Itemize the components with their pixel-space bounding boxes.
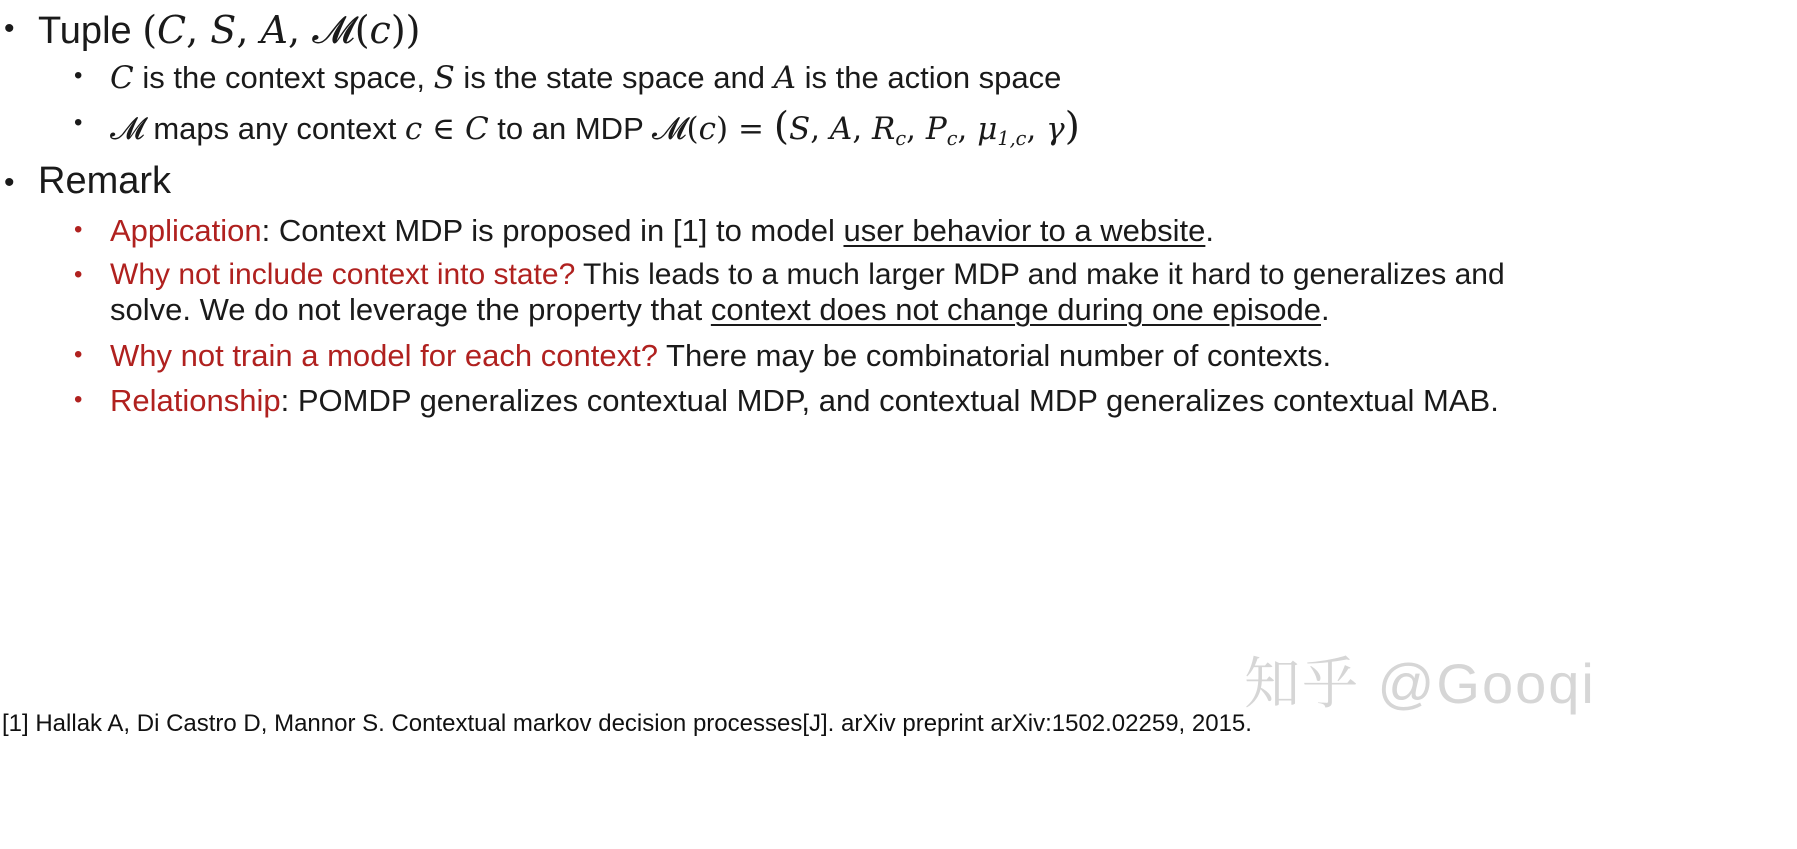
underlined-phrase: context does not change during one episode [710, 292, 1321, 327]
remark-label: Remark [38, 160, 172, 202]
mapping-line: 𝓜 maps any context c ∈ C to an MDP 𝓜(c) = (S, A, $R_c$, $P_c$, $\mu_{1,c}$, γ) [110, 104, 1080, 150]
bullet-dot: • [4, 166, 15, 199]
bullet-dot: • [4, 12, 15, 45]
remark-key: Why not train a model for each context? [110, 338, 658, 373]
remark-item-application: Application: Context MDP is proposed in [1] to model user behavior to a website. [110, 213, 1214, 248]
bullet-dot: • [74, 62, 83, 89]
remark-item-per-context-model: Why not train a model for each context? There may be combinatorial number of contexts. [110, 338, 1332, 373]
bullet-dot: • [74, 109, 83, 136]
remark-key: Why not include context into state? [110, 258, 576, 291]
bullet-dot-red: • [74, 261, 83, 288]
remark-key: Relationship [110, 383, 281, 418]
underlined-phrase: user behavior to a website [843, 213, 1206, 248]
bullet-dot-red: • [74, 386, 83, 413]
remark-item-context-state-cont: solve. We do not leverage the property that context does not change during one episode. [110, 292, 1330, 327]
context-space-line: C is the context space, S is the state space and A is the action space [110, 60, 1062, 96]
tuple-expression: (C, S, A, 𝓜(c)) [142, 8, 421, 52]
tuple-heading [38, 8, 420, 53]
reference-footnote: [1] Hallak A, Di Castro D, Mannor S. Contextual markov decision processes[J]. arXiv preprint arXiv:1502.02259, 2015. [2, 710, 1252, 737]
tuple-label: Tuple [38, 10, 132, 52]
remark-heading [38, 160, 171, 203]
mdp-expression: 𝓜(c) = (S, A, $R_c$, $P_c$, $\mu_{1,c}$, γ) [651, 104, 1080, 150]
watermark: 知乎 @Gooqi [1244, 652, 1596, 715]
bullet-dot-red: • [74, 341, 83, 368]
bullet-dot-red: • [74, 216, 83, 243]
remark-item-relationship: Relationship: POMDP generalizes contextual MDP, and contextual MDP generalizes contextual MAB. [110, 383, 1499, 418]
remark-item-context-state: Why not include context into state? This leads to a much larger MDP and make it hard to generalizes and [110, 258, 1505, 291]
remark-key: Application [110, 213, 262, 248]
